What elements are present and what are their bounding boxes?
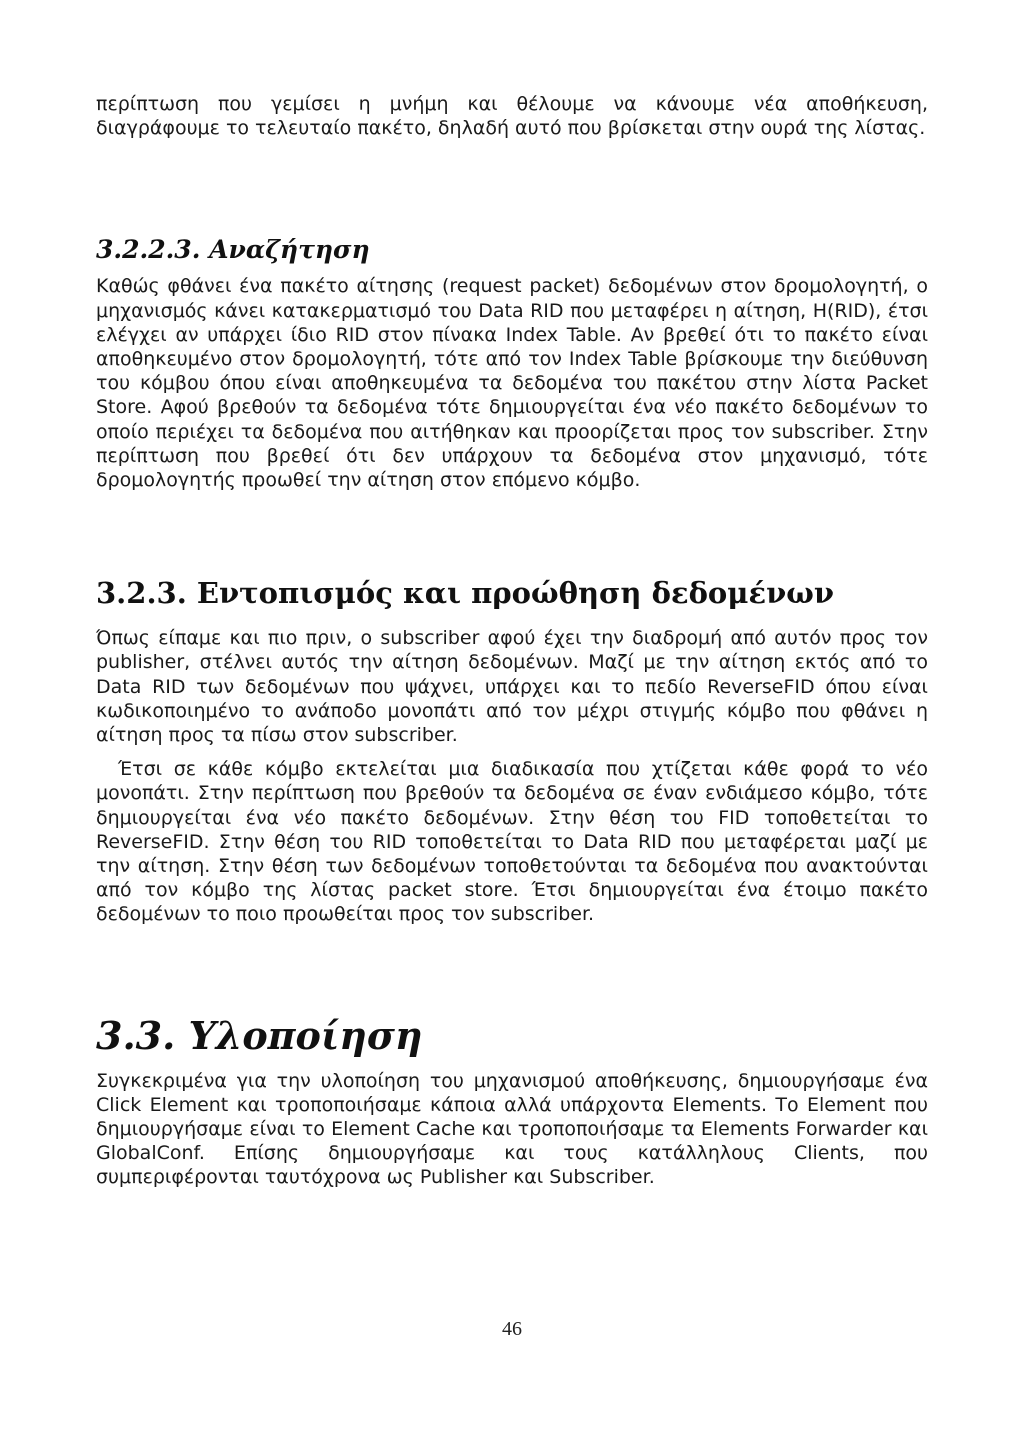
document-page (96, 92, 928, 1190)
paragraph-continuation: περίπτωση που γεμίσει η μνήμη και θέλουμε να κάνουμε νέα αποθήκευση, διαγράφουμε το τελευταίο πακέτο, δηλαδή αυτό που βρίσκεται στην ουρά της λίστας. (96, 93, 928, 140)
paragraph-locate-1: Όπως είπαμε και πιο πριν, ο subscriber αφού έχει την διαδρομή από αυτόν προς τον publisher, στέλνει αυτός την αίτηση δεδομένων. Μαζί με την αίτηση εκτός από το Data RID των δεδομένων που ψάχνει, υπάρχει και το πεδίο ReverseFID όπου είναι κωδικοποιημένο το ανάποδο μονοπάτι από τον μέχρι στιγμής κόμβο που φθάνει η αίτηση προς τα πίσω στον subscriber. (96, 627, 928, 747)
page-number: 46 (502, 1318, 522, 1340)
heading-3-2-3: 3.2.3. Εντοπισμός και προώθηση δεδομένων (96, 576, 834, 611)
heading-3-3: 3.3. Υλοποίηση (96, 1012, 423, 1058)
heading-3-2-2-3: 3.2.2.3. Αναζήτηση (96, 235, 370, 265)
paragraph-implementation: Συγκεκριμένα για την υλοποίηση του μηχανισμού αποθήκευσης, δημιουργήσαμε ένα Click Element και τροποποιήσαμε κάποια αλλά υπάρχοντα Elements. Το Element που δημιουργήσαμε είναι το Element Cache και τροποποιήσαμε τα Elements Forwarder και GlobalConf. Επίσης δημιουργήσαμε και τους κατάλληλους Clients, που συμπεριφέρονται ταυτόχρονα ως Publisher και Subscriber. (96, 1069, 928, 1189)
paragraph-locate-2: Έτσι σε κάθε κόμβο εκτελείται μια διαδικασία που χτίζεται κάθε φορά το νέο μονοπάτι. Στην περίπτωση που βρεθούν τα δεδομένα σε έναν ενδιάμεσο κόμβο, τότε δημιουργείται ένα νέο πακέτο δεδομένων. Στην θέση του FID τοποθετείται το ReverseFID. Στην θέση του RID τοποθετείται το Data RID που μεταφέρεται μαζί με την αίτηση. Στην θέση των δεδομένων τοποθετούνται τα δεδομένα που ανακτούνται από τον κόμβο της λίστας packet store. Έτσι δημιουργείται ένα έτοιμο πακέτο δεδομένων το ποιο προωθείται προς τον subscriber. (96, 758, 928, 926)
paragraph-search: Καθώς φθάνει ένα πακέτο αίτησης (request packet) δεδομένων στον δρομολογητή, ο μηχανισμός κάνει κατακερματισμό του Data RID που μεταφέρει η αίτηση, H(RID), έτσι ελέγχει αν υπάρχει ίδιο RID στον πίνακα Index Table. Αν βρεθεί ότι το πακέτο είναι αποθηκευμένο στον δρομολογητή, τότε από τον Index Table βρίσκουμε την διεύθυνση του κόμβου όπου είναι αποθηκευμένα τα δεδομένα του πακέτου στην λίστα Packet Store. Αφού βρεθούν τα δεδομένα τότε δημιουργείται ένα νέο πακέτο δεδομένων το οποίο περιέχει τα δεδομένα που αιτήθηκαν και προορίζεται προς τον subscriber. Στην περίπτωση που βρεθεί ότι δεν υπάρχουν τα δεδομένα στον μηχανισμό, τότε δρομολογητής προωθεί την αίτηση στον επόμενο κόμβο. (96, 275, 928, 492)
